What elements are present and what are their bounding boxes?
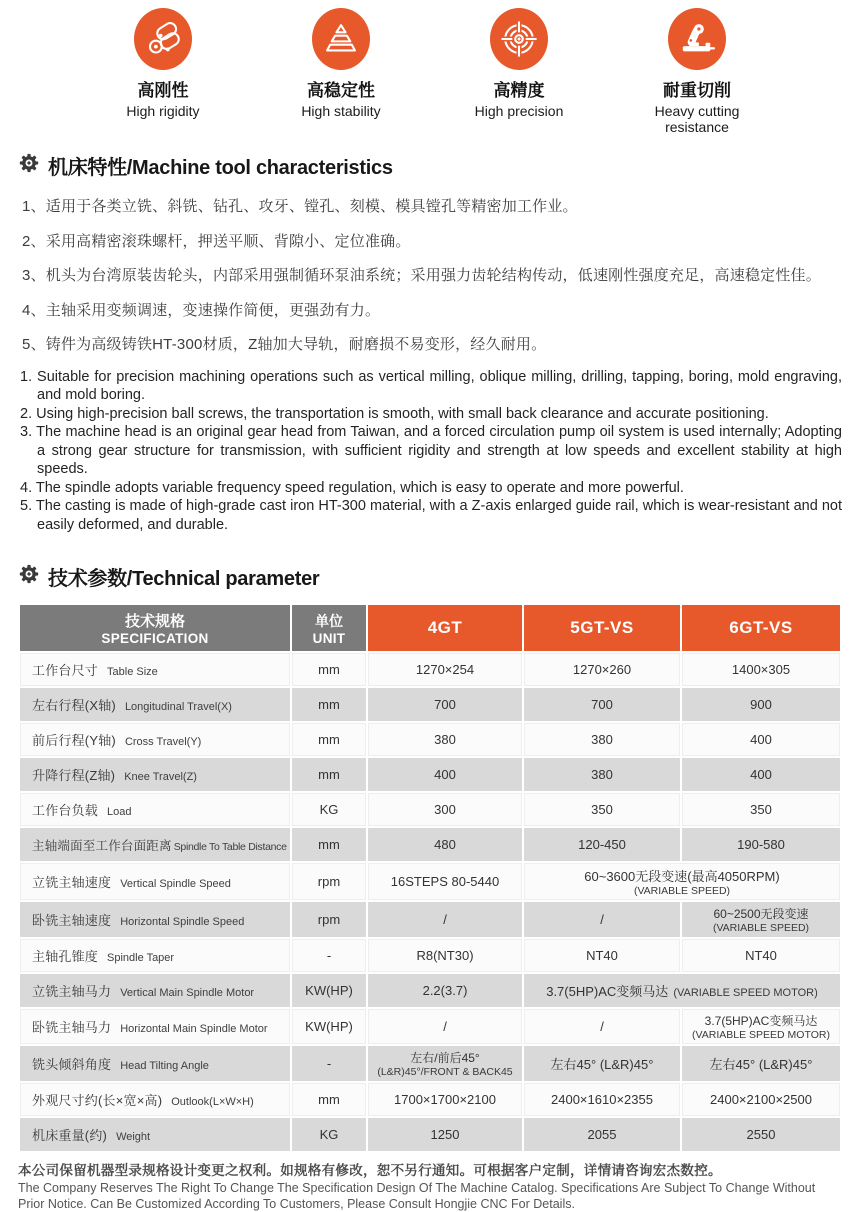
table-row: 外观尺寸约(长×宽×高) Outlook(L×W×H) mm 1700×1700×2100 2400×1610×2355 2400×2100×2500 — [20, 1083, 840, 1116]
header-specification: 技术规格 SPECIFICATION — [20, 605, 290, 651]
cn-point: 2、采用高精密滚珠螺杆，押送平顺、背隙小、定位准确。 — [22, 232, 411, 250]
value-cell: 左右/前后45° (L&R)45°/FRONT & BACK45 — [368, 1046, 522, 1081]
value-cell: / — [524, 1009, 680, 1044]
value-cell: / — [368, 902, 522, 937]
en-point: 4. The spindle adopts variable frequency speed regulation, which is easy to operate and more powerful. — [20, 479, 684, 496]
characteristics-title: 机床特性/Machine tool characteristics — [48, 157, 393, 179]
table-row: 卧铣主轴速度 Horizontal Spindle Speed rpm / / 60~2500无段变速 (VARIABLE SPEED) — [20, 902, 840, 937]
value-cell: 1270×254 — [368, 653, 522, 686]
value-cell: 120-450 — [524, 828, 680, 861]
value-cell: 350 — [682, 793, 840, 826]
feature-label-cn: 高刚性 — [137, 81, 189, 100]
parameters-table — [18, 603, 842, 1153]
feature-heavy-cutting — [608, 8, 786, 135]
value-cell: 380 — [524, 758, 680, 791]
value-cell: 350 — [524, 793, 680, 826]
pyramid-icon — [312, 8, 370, 70]
en-point: 3. The machine head is an original gear head from Taiwan, and a forced circulation pump oil system is used internally; Adopting a strong gear structure for transmission, with sufficient rigidity and strength at low speeds and excellent stability at high speeds. — [20, 424, 842, 477]
value-cell: 700 — [368, 688, 522, 721]
value-cell: 左右45° (L&R)45° — [682, 1046, 840, 1081]
header-model-4gt: 4GT — [368, 605, 522, 651]
feature-label-cn: 高精度 — [493, 81, 545, 100]
value-cell: NT40 — [682, 939, 840, 972]
feature-label-en: Heavy cutting resistance — [654, 103, 740, 135]
parameters-heading — [18, 562, 860, 591]
disclaimer-en: The Company Reserves The Right To Change The Specification Design Of The Machine Catalog. Specifications Are Subject To Change Without Prior Notice. Can Be Customized According To Customers, Please Consult Hongjie CNC For Details. — [18, 1181, 816, 1211]
header-unit: 单位 UNIT — [292, 605, 366, 651]
value-cell-merged: 60~3600无段变速(最高4050RPM) (VARIABLE SPEED) — [524, 863, 840, 900]
value-cell-merged: 3.7(5HP)AC变频马达 (VARIABLE SPEED MOTOR) — [524, 974, 840, 1007]
value-cell: 1700×1700×2100 — [368, 1083, 522, 1116]
header-model-6gt-vs: 6GT-VS — [682, 605, 840, 651]
characteristics-cn-list — [22, 195, 842, 354]
value-cell: 1270×260 — [524, 653, 680, 686]
table-row: 前后行程(Y轴) Cross Travel(Y) mm 380 380 400 — [20, 723, 840, 756]
table-row: 卧铣主轴马力 Horizontal Main Spindle Motor KW(HP) / / 3.7(5HP)AC变频马达 (VARIABLE SPEED MOTOR) — [20, 1009, 840, 1044]
unit-cell: KW(HP) — [292, 1009, 366, 1044]
disclaimer-cn: 本公司保留机器型录规格设计变更之权利。如规格有修改，恕不另行通知。可根据客户定制，详情请咨询宏杰数控。 — [18, 1163, 722, 1178]
unit-cell: mm — [292, 688, 366, 721]
value-cell: 900 — [682, 688, 840, 721]
feature-label-en: High stability — [301, 103, 381, 119]
value-cell: 1250 — [368, 1118, 522, 1151]
table-header-row — [20, 605, 840, 651]
en-point: 2. Using high-precision ball screws, the transportation is smooth, with small back clearance and accurate positioning. — [20, 405, 769, 422]
unit-cell: rpm — [292, 902, 366, 937]
gear-icon — [18, 563, 40, 590]
value-cell: 400 — [368, 758, 522, 791]
cn-point: 4、主轴采用变频调速，变速操作简便，更强劲有力。 — [22, 301, 381, 319]
value-cell: 16STEPS 80-5440 — [368, 863, 522, 900]
feature-label-cn: 高稳定性 — [307, 81, 375, 100]
unit-cell: rpm — [292, 863, 366, 900]
unit-cell: mm — [292, 758, 366, 791]
unit-cell: KG — [292, 1118, 366, 1151]
table-row: 主轴端面至工作台面距离 Spindle To Table Distance mm 480 120-450 190-580 — [20, 828, 840, 861]
feature-label-cn: 耐重切削 — [663, 81, 731, 100]
feature-stability — [252, 8, 430, 135]
table-row: 机床重量(约) Weight KG 1250 2055 2550 — [20, 1118, 840, 1151]
unit-cell: mm — [292, 723, 366, 756]
target-icon — [490, 8, 548, 70]
value-cell: NT40 — [524, 939, 680, 972]
value-cell: 2400×2100×2500 — [682, 1083, 840, 1116]
value-cell: 300 — [368, 793, 522, 826]
value-cell: 左右45° (L&R)45° — [524, 1046, 680, 1081]
value-cell: 400 — [682, 758, 840, 791]
value-cell: 480 — [368, 828, 522, 861]
table-row: 工作台负载 Load KG 300 350 350 — [20, 793, 840, 826]
feature-row — [0, 0, 860, 135]
unit-cell: - — [292, 939, 366, 972]
unit-cell: mm — [292, 653, 366, 686]
gear-icon — [18, 152, 40, 179]
header-model-5gt-vs: 5GT-VS — [524, 605, 680, 651]
value-cell: 400 — [682, 723, 840, 756]
feature-label-en: High precision — [474, 103, 564, 119]
disclaimer — [18, 1159, 842, 1212]
cn-point: 3、机头为台湾原装齿轮头，内部采用强制循环泵油系统；采用强力齿轮结构传动，低速刚性强度充足，高速稳定性佳。 — [22, 267, 821, 284]
value-cell: 380 — [368, 723, 522, 756]
feature-label-en: High rigidity — [126, 103, 200, 119]
table-row: 立铣主轴马力 Vertical Main Spindle Motor KW(HP) 2.2(3.7) 3.7(5HP)AC变频马达 (VARIABLE SPEED MOTOR) — [20, 974, 840, 1007]
table-row: 左右行程(X轴) Longitudinal Travel(X) mm 700 700 900 — [20, 688, 840, 721]
rollers-icon — [134, 8, 192, 70]
unit-cell: KW(HP) — [292, 974, 366, 1007]
unit-cell: KG — [292, 793, 366, 826]
value-cell: 2400×1610×2355 — [524, 1083, 680, 1116]
value-cell: 700 — [524, 688, 680, 721]
value-cell: 2550 — [682, 1118, 840, 1151]
table-row: 铣头倾斜角度 Head Tilting Angle - 左右/前后45° (L&R)45°/FRONT & BACK45 左右45° (L&R)45° 左右45° (L&R)45° — [20, 1046, 840, 1081]
table-row: 主轴孔锥度 Spindle Taper - R8(NT30) NT40 NT40 — [20, 939, 840, 972]
unit-cell: - — [292, 1046, 366, 1081]
value-cell: R8(NT30) — [368, 939, 522, 972]
unit-cell: mm — [292, 828, 366, 861]
value-cell: 2055 — [524, 1118, 680, 1151]
value-cell: / — [368, 1009, 522, 1044]
parameters-title: 技术参数/Technical parameter — [48, 568, 320, 590]
unit-cell: mm — [292, 1083, 366, 1116]
value-cell: 2.2(3.7) — [368, 974, 522, 1007]
characteristics-en-list — [20, 368, 842, 535]
value-cell: 60~2500无段变速 (VARIABLE SPEED) — [682, 902, 840, 937]
en-point: 1. Suitable for precision machining operations such as vertical milling, oblique milling, drilling, tapping, boring, mold engraving, and mold boring. — [20, 368, 842, 403]
value-cell: 190-580 — [682, 828, 840, 861]
cutoff-saw-icon — [668, 8, 726, 70]
feature-rigidity — [74, 8, 252, 135]
cn-point: 5、铸件为高级铸铁HT-300材质，Z轴加大导轨，耐磨损不易变形，经久耐用。 — [22, 336, 547, 353]
characteristics-heading — [18, 151, 860, 180]
table-row: 工作台尺寸 Table Size mm 1270×254 1270×260 1400×305 — [20, 653, 840, 686]
table-row: 升降行程(Z轴) Knee Travel(Z) mm 400 380 400 — [20, 758, 840, 791]
value-cell: 3.7(5HP)AC变频马达 (VARIABLE SPEED MOTOR) — [682, 1009, 840, 1044]
value-cell: 1400×305 — [682, 653, 840, 686]
value-cell: 380 — [524, 723, 680, 756]
value-cell: / — [524, 902, 680, 937]
table-row: 立铣主轴速度 Vertical Spindle Speed rpm 16STEPS 80-5440 60~3600无段变速(最高4050RPM) (VARIABLE SPEED) — [20, 863, 840, 900]
cn-point: 1、适用于各类立铣、斜铣、钻孔、攻牙、镗孔、刻模、模具镗孔等精密加工作业。 — [22, 198, 578, 215]
feature-precision — [430, 8, 608, 135]
en-point: 5. The casting is made of high-grade cast iron HT-300 material, with a Z-axis enlarged guide rail, which is wear-resistant and not easily deformed, and durable. — [20, 498, 842, 533]
